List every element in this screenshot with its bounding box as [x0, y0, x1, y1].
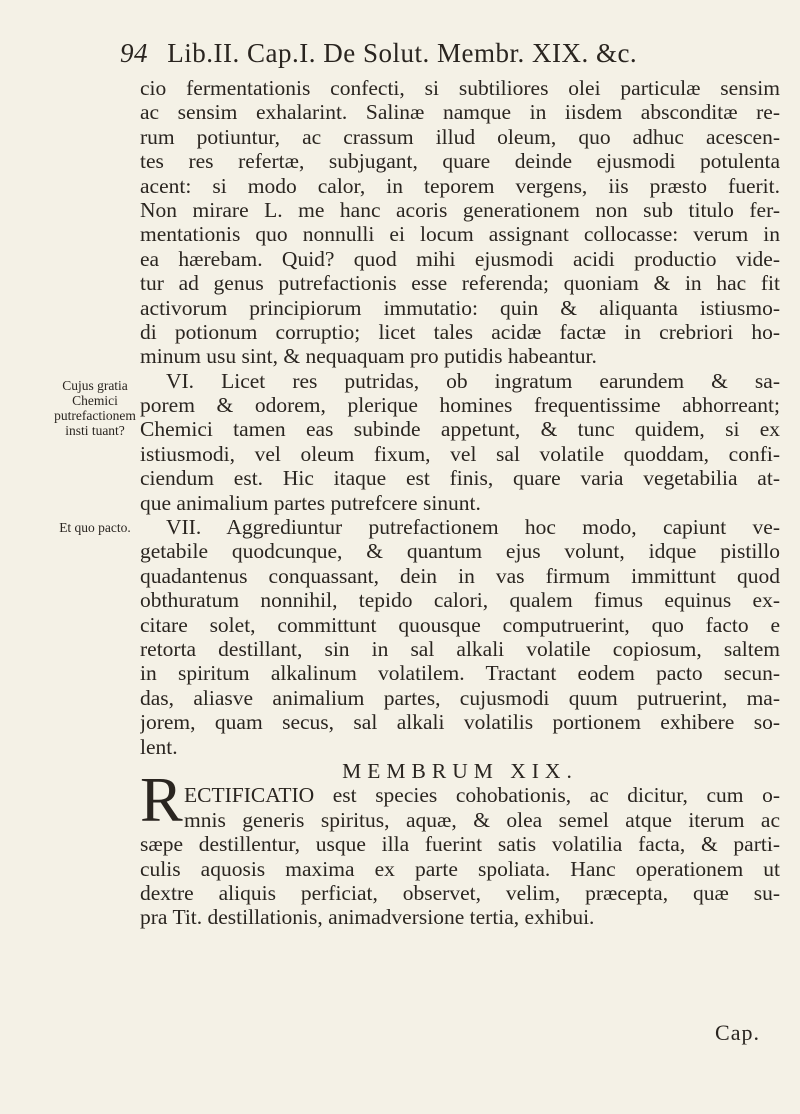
- text-line: lent.: [140, 734, 178, 759]
- margin-note-cujus-gratia: Cujus gratia Chemici putrefactionem insti tuant?: [54, 378, 136, 438]
- text-line: getabile quodcunque, & quantum ejus volunt, idque pistillo: [140, 539, 780, 564]
- text-line: istiusmodi, vel oleum fixum, vel sal volatile quoddam, confi-: [140, 441, 780, 466]
- paragraph-vii-start: VII. Aggrediuntur putrefactionem hoc modo, capiunt ve-: [166, 515, 780, 540]
- text-line: Non mirare L. me hanc acoris generationem non sub titulo fer-: [140, 197, 780, 222]
- text-line: minum usu sint, & nequaquam pro putidis habeantur.: [140, 344, 597, 369]
- section-text-line: mnis generis spiritus, aquæ, & olea semel atque iterum ac: [184, 807, 780, 832]
- section-text-line: ECTIFICATIO est species cohobationis, ac dicitur, cum o-: [184, 783, 780, 808]
- section-text-line: pra Tit. destillationis, animadversione tertia, exhibui.: [140, 905, 595, 930]
- text-line: das, aliasve animalium partes, cujusmodi quum putruerint, ma-: [140, 685, 780, 710]
- text-line: jorem, quam secus, sal alkali volatilis portionem exhibere so-: [140, 710, 780, 735]
- text-line: di potionum corruptio; licet tales acidæ factæ in crebriori ho-: [140, 319, 780, 344]
- text-line: cio fermentationis confecti, si subtiliores olei particulæ sensim: [140, 76, 780, 100]
- catchword: Cap.: [715, 1020, 760, 1045]
- main-text: [140, 76, 780, 930]
- section-heading: MEMBRUM XIX.: [342, 758, 578, 783]
- margin-note-et-quo-pacto: Et quo pacto.: [59, 520, 131, 535]
- text-line: tes res refertæ, subjugant, quare deinde ejusmodi potulenta: [140, 149, 780, 174]
- text-line: retorta destillant, sin in sal alkali volatile copiosum, saltem: [140, 636, 780, 661]
- text-line: ac sensim exhalarint. Salinæ namque in iisdem absconditæ re-: [140, 100, 780, 125]
- section-text-line: culis aquosis maxima ex parte spoliata. Hanc operationem ut: [140, 856, 780, 881]
- text-line: citare solet, committunt quousque computruerint, quo facto e: [140, 612, 780, 637]
- text-line: ciendum est. Hic itaque est finis, quare varia vegetabilia at-: [140, 466, 780, 491]
- text-line: porem & odorem, plerique homines frequentissime abhorreant;: [140, 393, 780, 418]
- paragraph-vi-start: VI. Licet res putridas, ob ingratum earundem & sa-: [166, 368, 780, 393]
- text-line: acent: si modo calor, in teporem vergens, iis præsto fuerit.: [140, 173, 780, 198]
- text-line: mentationis quo nonnulli ei locum assignant collocasse: verum in: [140, 222, 780, 247]
- text-line: rum potiuntur, ac crassum illud oleum, quo adhuc acescen-: [140, 124, 780, 149]
- text-line: que animalium partes putrefcere sinunt.: [140, 490, 481, 515]
- section-text-line: dextre aliquis perficiat, observet, velim, præcepta, quæ su-: [140, 880, 780, 905]
- text-line: Chemici tamen eas subinde appetunt, & tunc quidem, si ex: [140, 417, 780, 442]
- text-line: activorum principiorum immutatio: quin & aliquanta istiusmo-: [140, 295, 780, 320]
- text-line: obthuratum nonnihil, tepido calori, qualem fimus equinus ex-: [140, 588, 780, 613]
- page-header: [120, 38, 770, 74]
- text-line: ea hærebam. Quid? quod mihi ejusmodi acidi productio vide-: [140, 246, 780, 271]
- drop-capital: R: [140, 764, 183, 835]
- section-text-line: sæpe destillentur, usque illa fuerint satis volatilia facta, & parti-: [140, 832, 780, 857]
- running-title: Lib.II. Cap.I. De Solut. Membr. XIX. &c.: [167, 38, 638, 68]
- text-line: quadantenus conquassant, dein in vas firmum immittunt quod: [140, 563, 780, 588]
- text-line: tur ad genus putrefactionis esse referenda; quoniam & in hac fit: [140, 271, 780, 296]
- page-number: 94: [120, 38, 148, 68]
- text-line: in spiritum alkalinum volatilem. Tractant eodem pacto secun-: [140, 661, 780, 686]
